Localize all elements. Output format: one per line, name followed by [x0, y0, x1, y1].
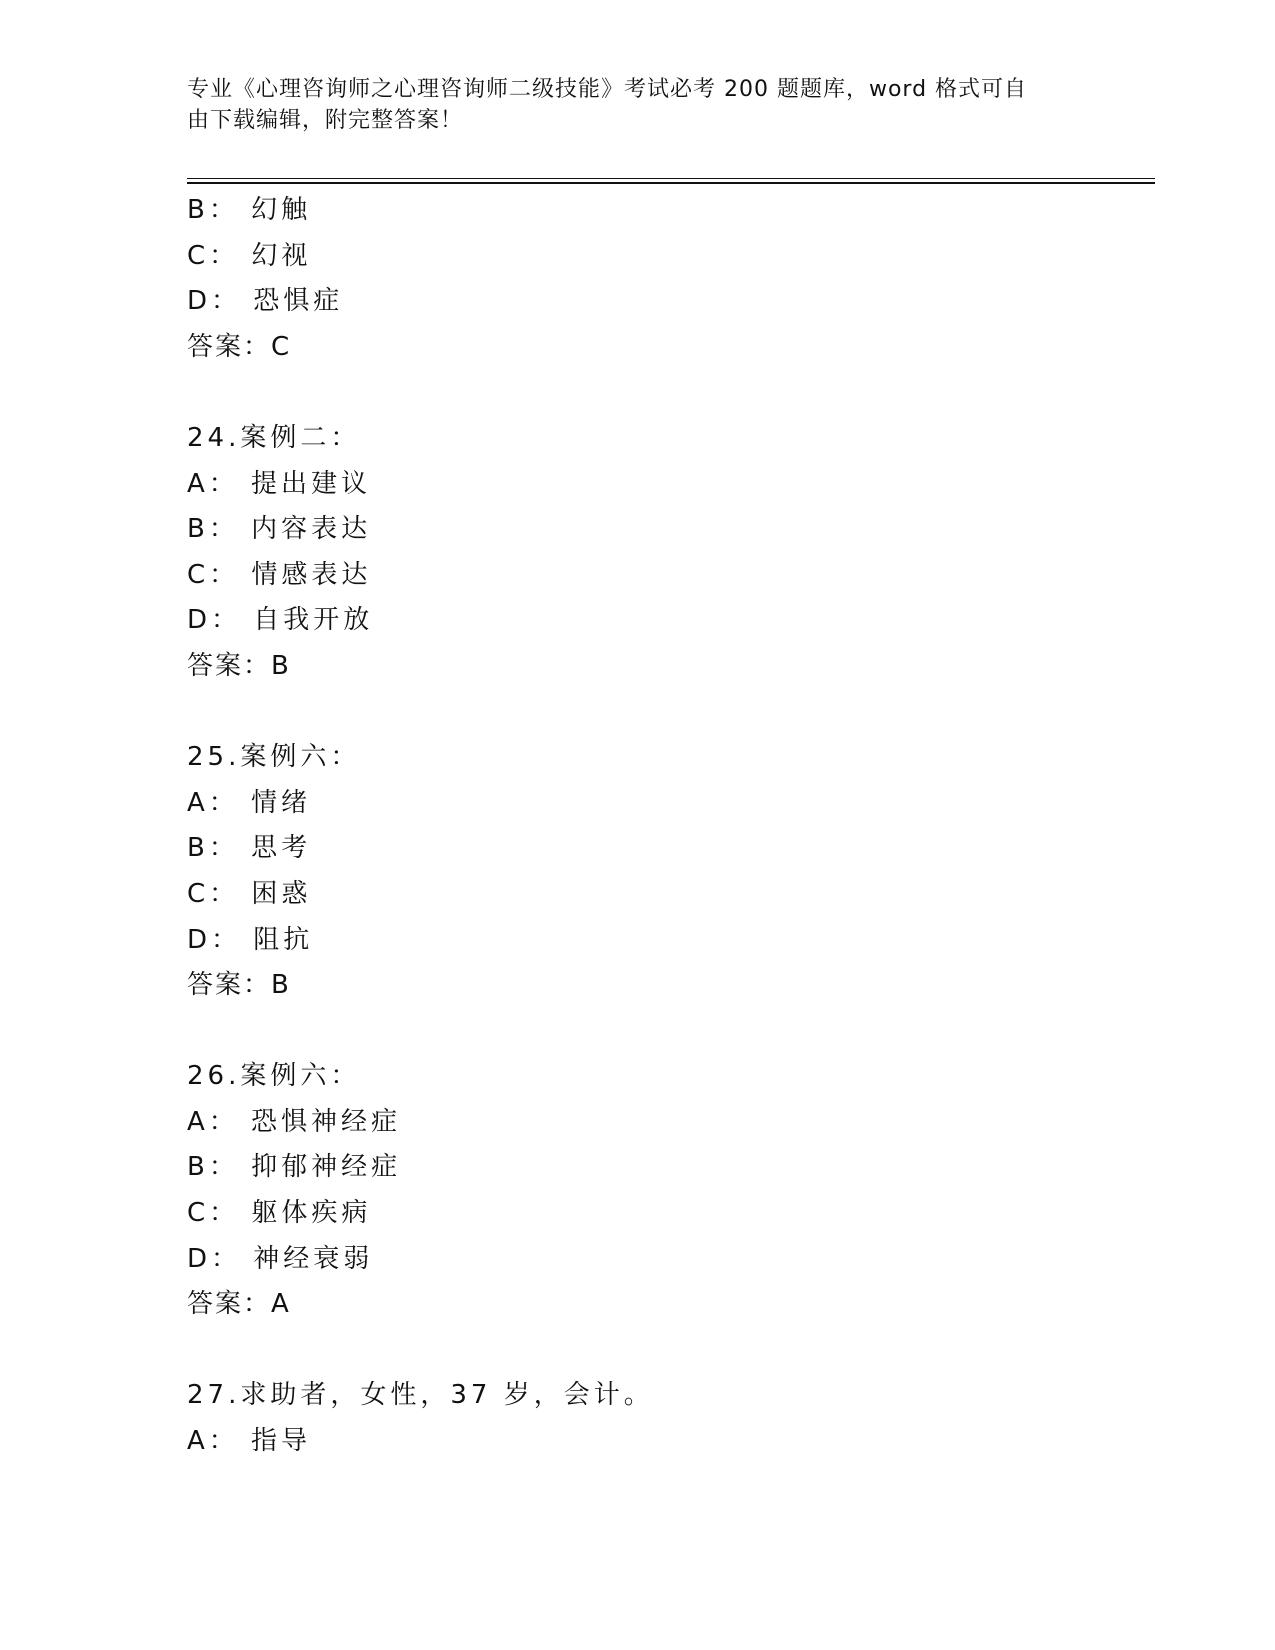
- option-line: C： 情感表达: [187, 559, 372, 590]
- option-line: D： 神经衰弱: [187, 1243, 374, 1274]
- option-line: D： 自我开放: [187, 605, 374, 636]
- answer-line: 答案：B: [187, 650, 291, 681]
- option-line: B： 内容表达: [187, 514, 372, 545]
- header-line-1: 专业《心理咨询师之心理咨询师二级技能》考试必考 200 题题库，word 格式可自: [187, 77, 1028, 102]
- option-line: D： 阻抗: [187, 924, 314, 955]
- answer-line: 答案：A: [187, 1289, 291, 1320]
- document-header: [187, 74, 1067, 136]
- header-line-2: 由下载编辑，附完整答案！: [187, 108, 464, 133]
- question-line: 24.案例二：: [187, 422, 361, 453]
- blank-line: [187, 690, 1147, 736]
- question-line: 25.案例六：: [187, 742, 361, 773]
- answer-line: 答案：C: [187, 331, 292, 362]
- option-line: C： 幻视: [187, 240, 312, 271]
- blank-line: [187, 370, 1147, 416]
- header-divider-thin: [187, 178, 1155, 179]
- question-list: [187, 188, 1147, 1465]
- option-line: B： 思考: [187, 833, 312, 864]
- question-line: 27.求助者，女性，37 岁，会计。: [187, 1380, 654, 1411]
- option-line: C： 困惑: [187, 878, 312, 909]
- option-line: A： 指导: [187, 1426, 312, 1457]
- option-line: B： 幻触: [187, 195, 312, 225]
- option-line: A： 提出建议: [187, 468, 372, 499]
- option-line: C： 躯体疾病: [187, 1198, 372, 1229]
- blank-line: [187, 1328, 1147, 1374]
- question-line: 26.案例六：: [187, 1061, 361, 1092]
- header-divider-thick: [187, 182, 1155, 184]
- option-line: D： 恐惧症: [187, 286, 344, 317]
- blank-line: [187, 1009, 1147, 1055]
- answer-line: 答案：B: [187, 970, 291, 1001]
- option-line: A： 恐惧神经症: [187, 1106, 402, 1137]
- option-line: B： 抑郁神经症: [187, 1152, 402, 1183]
- option-line: A： 情绪: [187, 787, 312, 818]
